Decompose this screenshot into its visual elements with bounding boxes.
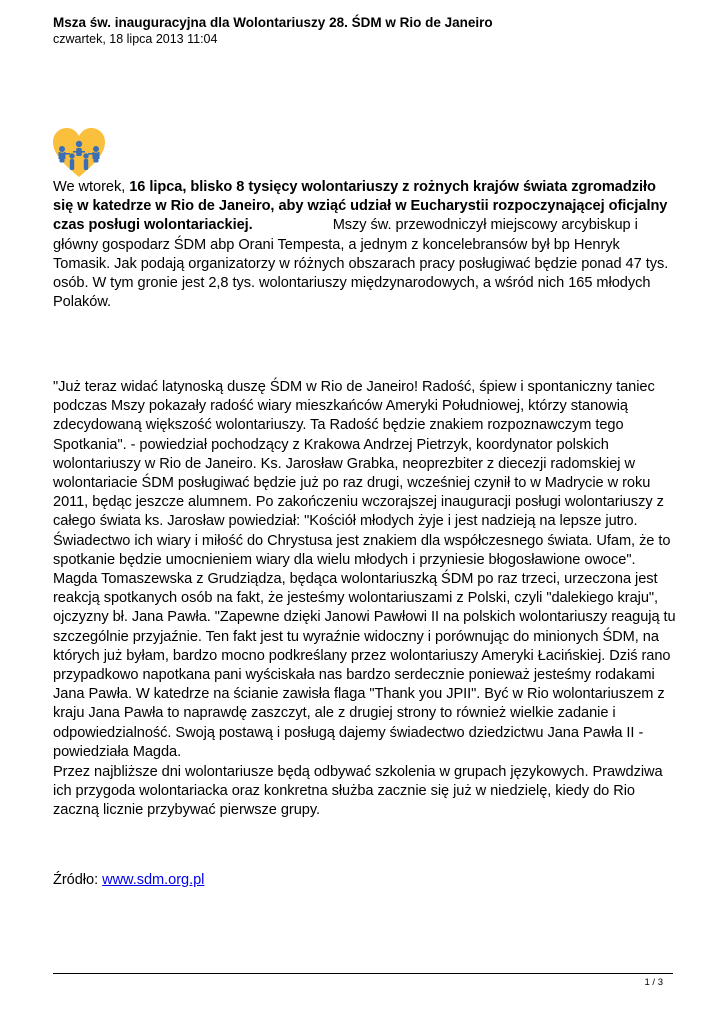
article-paragraph-closing: Przez najbliższe dni wolontariusze będą odbywać szkolenia w grupach językowych. Prawdziwa ich przygoda wolontariacka oraz konkretna służba zacznie się już w niedzielę, kiedy do Rio zaczną licznie przybywać pierwsze grupy. (53, 764, 663, 819)
intro-lead: We wtorek, (53, 179, 130, 195)
intro-rest: Mszy św. przewodniczył miejscowy arcybiskup i główny gospodarz ŚDM abp Orani Tempesta, a jednym z koncelebransów był bp Henryk Tomasik. Jak podają organizatorzy w różnych obszarach pracy posługiwać będzie ponad 47 tys. osób. W tym gronie jest 2,8 tys. wolontariuszy międzynarodowych, a wśród nich 165 młodych Polaków. (53, 217, 669, 311)
article-paragraph-quotes: "Już teraz widać latynoską duszę ŚDM w Rio de Janeiro! Radość, śpiew i spontaniczny taniec podczas Mszy pokazały radość wiary mieszkańców Ameryki Południowej, którzy stanowią zdecydowaną większość wolontariuszy. Ta Radość będzie znakiem rozpoznawczym tego Spotkania". - powiedział pochodzący z Krakowa Andrzej Pietrzyk, koordynator polskich wolontariuszy w Rio de Janeiro. Ks. Jarosław Grabka, neoprezbiter z diecezji radomskiej w wolontariacie ŚDM posługiwać będzie już po raz drugi, wcześniej czynił to w Madrycie w roku 2011, będąc jeszcze alumnem. Po zakończeniu wczorajszej inauguracji posługi wolontariuszy z całego świata ks. Jarosław powiedział: "Kościół młodych żyje i jest nadzieją na lepsze jutro. Świadectwo ich wiary i miłość do Chrystusa jest znakiem dla współczesnego świata. Ufam, że to spotkanie będzie umocnieniem wiary dla wielu młodych i przyniesie błogosławione owoce". Magda Tomaszewska z Grudziądza, będąca wolontariuszką ŚDM po raz trzeci, urzeczona jest reakcją spotkanych osób na fakt, że jesteśmy wolontariuszami z Polski, czyli "dalekiego kraju", ojczyzny bł. Jana Pawła. "Zapewne dzięki Janowi Pawłowi II na polskich wolontariuszy reagują tu szczególnie przyjaźnie. Ten fakt jest tu wyraźnie widoczny i porównując do minionych ŚDM, na których już byłam, bardzo mocno podkreślany przez wolontariuszy Ameryki Łacińskiej. Dziś rano przypadkowo napotkana pani wyściskała nas bardzo serdecznie ponieważ jesteśmy rodakami Jana Pawła. W katedrze na ścianie zawisła flaga "Thank you JPII". Być w Rio wolontariuszem z kraju Jana Pawła to naprawdę zaszczyt, ale z drugiej strony to również wielkie zadanie i odpowiedzialność. Swoją postawą i posługą dajemy świadectwo dziedzictwu Jana Pawła II - powiedziała Magda. (53, 379, 676, 760)
intro-bold-text: 16 lipca, blisko 8 tysięcy wolontariuszy z rożnych krajów świata zgromadziło się w katedrze w Rio de Janeiro, aby wziąć udział w Eucharystii rozpoczynającej oficjalny czas posługi wolontariackiej. (53, 179, 668, 234)
heart-volunteers-logo (52, 127, 106, 179)
source-link[interactable]: www.sdm.org.pl (102, 872, 205, 888)
source-line (53, 871, 678, 890)
publish-date: czwartek, 18 lipca 2013 11:04 (53, 32, 218, 46)
page-number: 1 / 3 (644, 977, 663, 988)
source-label: Źródło: (53, 872, 103, 888)
page-title: Msza św. inauguracyjna dla Wolontariuszy 28. ŚDM w Rio de Janeiro (53, 15, 493, 30)
article-paragraph-intro (53, 178, 678, 312)
footer-divider (53, 973, 673, 974)
heart-volunteers-icon (52, 127, 106, 179)
